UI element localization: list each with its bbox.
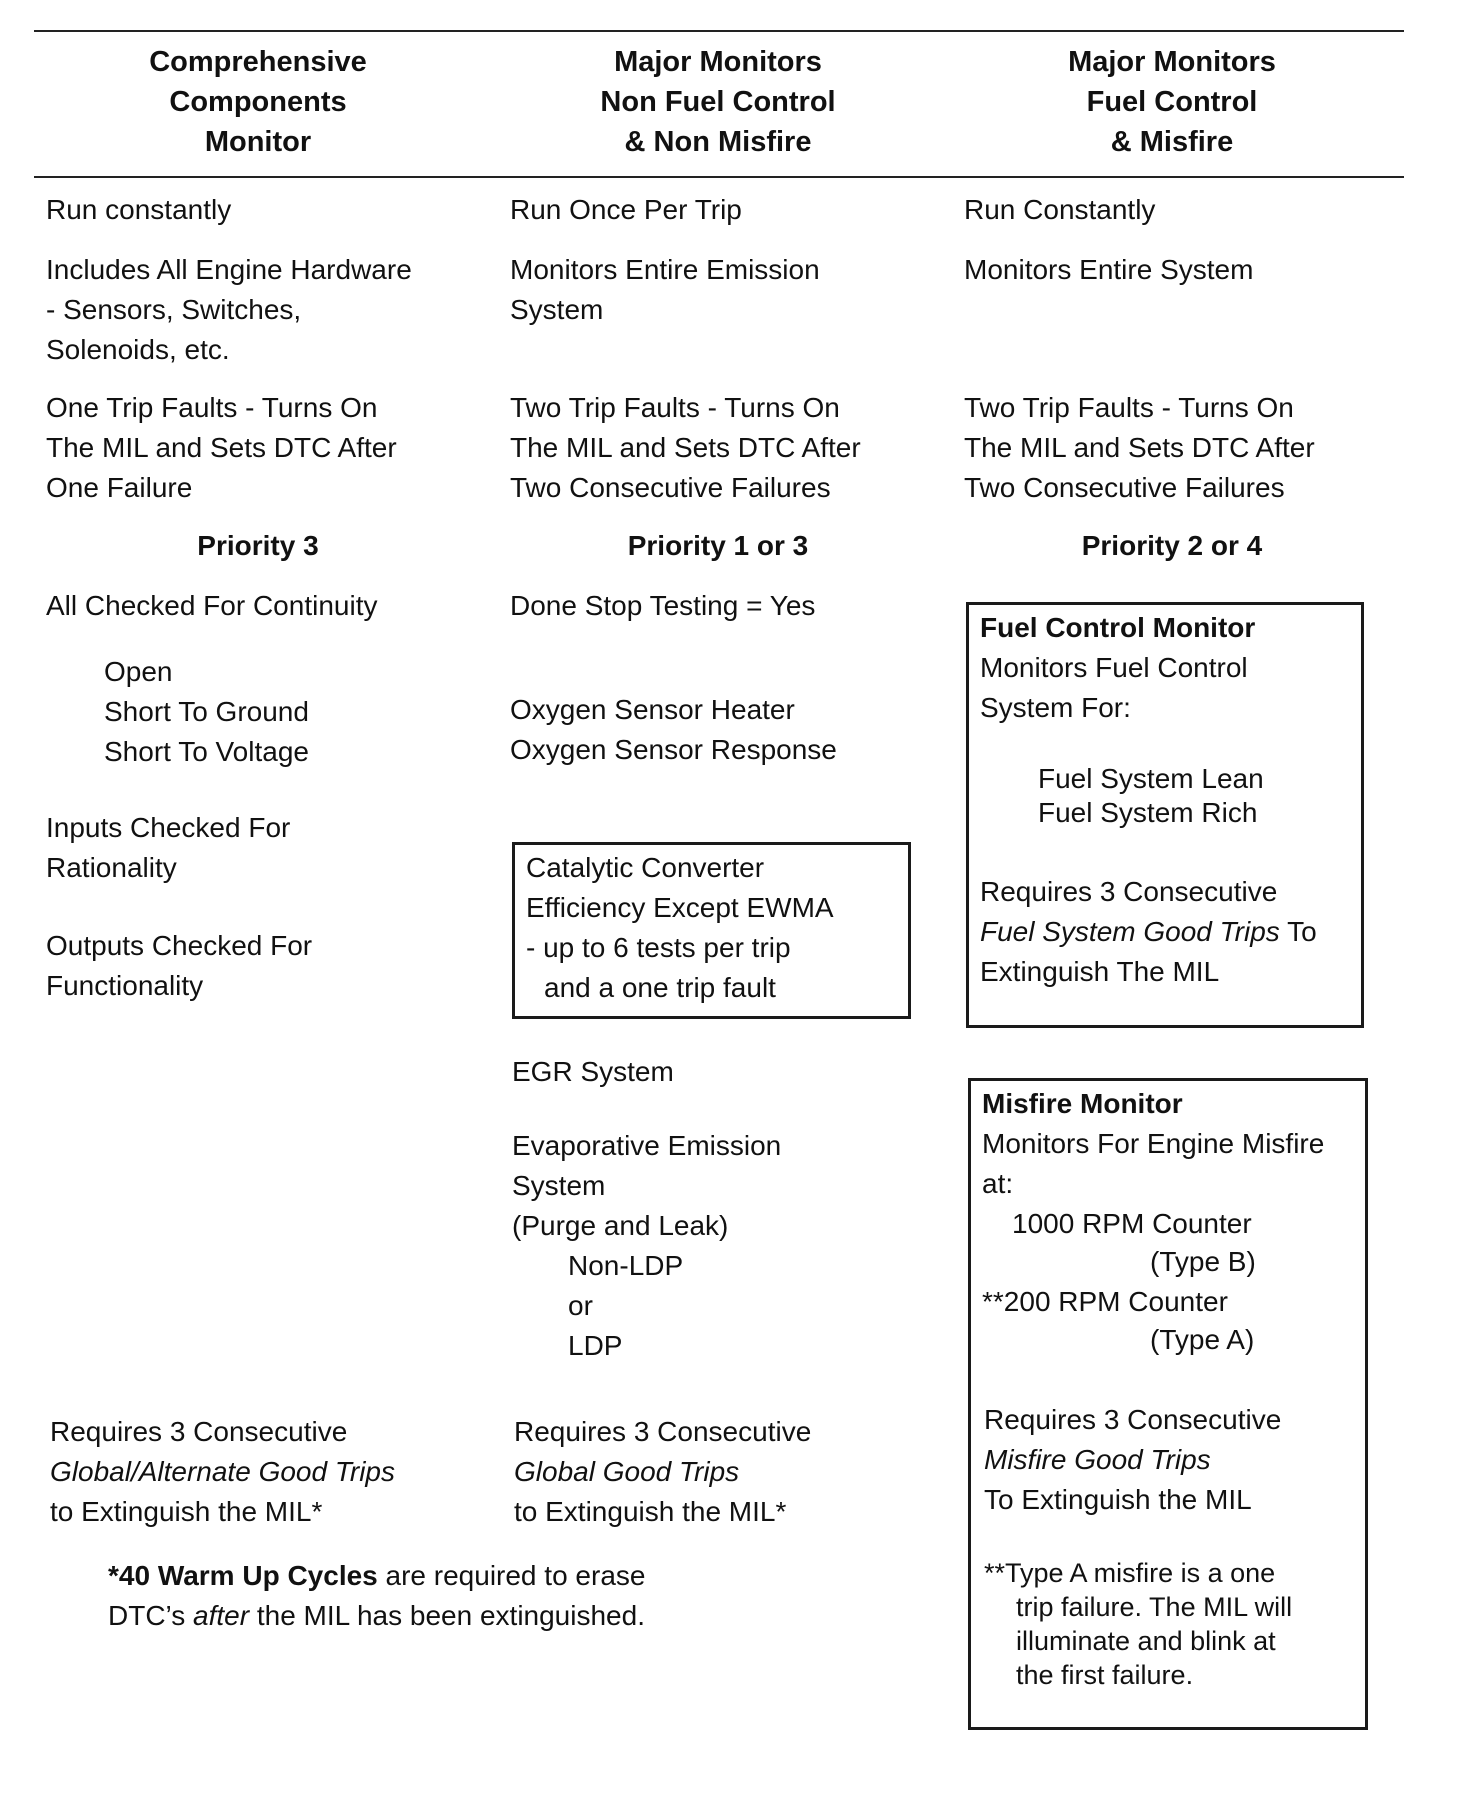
misfire-monitor-title: Misfire Monitor xyxy=(982,1088,1183,1119)
col2-run: Run Once Per Trip xyxy=(510,194,742,225)
col2-egr: EGR System xyxy=(512,1056,674,1087)
fuel-control-desc: Monitors Fuel Control System For: xyxy=(980,652,1248,723)
top-rule xyxy=(34,30,1404,32)
col1-continuity-items: Open Short To Ground Short To Voltage xyxy=(104,656,309,767)
col2-done-stop-testing: Done Stop Testing = Yes xyxy=(510,590,816,621)
col2-evaporative: Evaporative Emission System (Purge and Leak) xyxy=(512,1130,782,1241)
fuel-control-monitor-title: Fuel Control Monitor xyxy=(980,612,1256,643)
col2-monitors: Monitors Entire Emission System xyxy=(510,254,820,325)
fuel-system-items: Fuel System Lean Fuel System Rich xyxy=(1038,763,1264,828)
footnote-warm-up-cycles: *40 Warm Up Cycles are required to erase DTC’s after the MIL has been extinguished. xyxy=(108,1560,646,1631)
col2-oxygen: Oxygen Sensor Heater Oxygen Sensor Response xyxy=(510,694,837,765)
col2-priority: Priority 1 or 3 xyxy=(627,530,809,561)
col2-requires: Requires 3 Consecutive Global Good Trips to Extinguish the MIL* xyxy=(514,1416,812,1527)
catalytic-converter-text: Catalytic Converter Efficiency Except EWMA - up to 6 tests per trip and a one trip fault xyxy=(526,852,834,1003)
header-rule xyxy=(34,176,1404,178)
col3-run: Run Constantly xyxy=(964,194,1156,225)
misfire-counter-200: **200 RPM Counter xyxy=(982,1286,1228,1317)
col1-requires: Requires 3 Consecutive Global/Alternate Good Trips to Extinguish the MIL* xyxy=(50,1416,395,1527)
misfire-desc: Monitors For Engine Misfire at: xyxy=(982,1128,1325,1199)
col1-priority: Priority 3 xyxy=(197,530,319,561)
misfire-counter-1000: 1000 RPM Counter xyxy=(1012,1208,1252,1239)
col1-inputs: Inputs Checked For Rationality xyxy=(46,812,291,883)
misfire-requires: Requires 3 Consecutive Misfire Good Trips To Extinguish the MIL xyxy=(984,1404,1282,1515)
col3-faults: Two Trip Faults - Turns On The MIL and Sets DTC After Two Consecutive Failures xyxy=(964,392,1315,503)
col1-run: Run constantly xyxy=(46,194,232,225)
fuel-control-requires: Requires 3 Consecutive Fuel System Good Trips To Extinguish The MIL xyxy=(980,876,1317,987)
col3-priority: Priority 2 or 4 xyxy=(1081,530,1263,561)
misfire-type-a: (Type A) xyxy=(1150,1324,1255,1355)
misfire-type-b: (Type B) xyxy=(1150,1246,1256,1277)
col1-continuity: All Checked For Continuity xyxy=(46,590,378,621)
col2-evap-options: Non-LDP or LDP xyxy=(568,1250,684,1361)
header-non-fuel-control: Major Monitors Non Fuel Control & Non Misfire xyxy=(600,46,836,158)
col3-monitors: Monitors Entire System xyxy=(964,254,1254,285)
col1-outputs: Outputs Checked For Functionality xyxy=(46,930,313,1001)
header-comprehensive-components: Comprehensive Components Monitor xyxy=(149,46,367,158)
col1-includes: Includes All Engine Hardware - Sensors, Switches, Solenoids, etc. xyxy=(46,254,412,365)
col1-faults: One Trip Faults - Turns On The MIL and Sets DTC After One Failure xyxy=(46,392,397,503)
col2-faults: Two Trip Faults - Turns On The MIL and Sets DTC After Two Consecutive Failures xyxy=(510,392,861,503)
header-fuel-control-misfire: Major Monitors Fuel Control & Misfire xyxy=(1068,46,1276,158)
misfire-type-a-note: **Type A misfire is a one trip failure. The MIL will illuminate and blink at the first failure. xyxy=(984,1558,1293,1690)
